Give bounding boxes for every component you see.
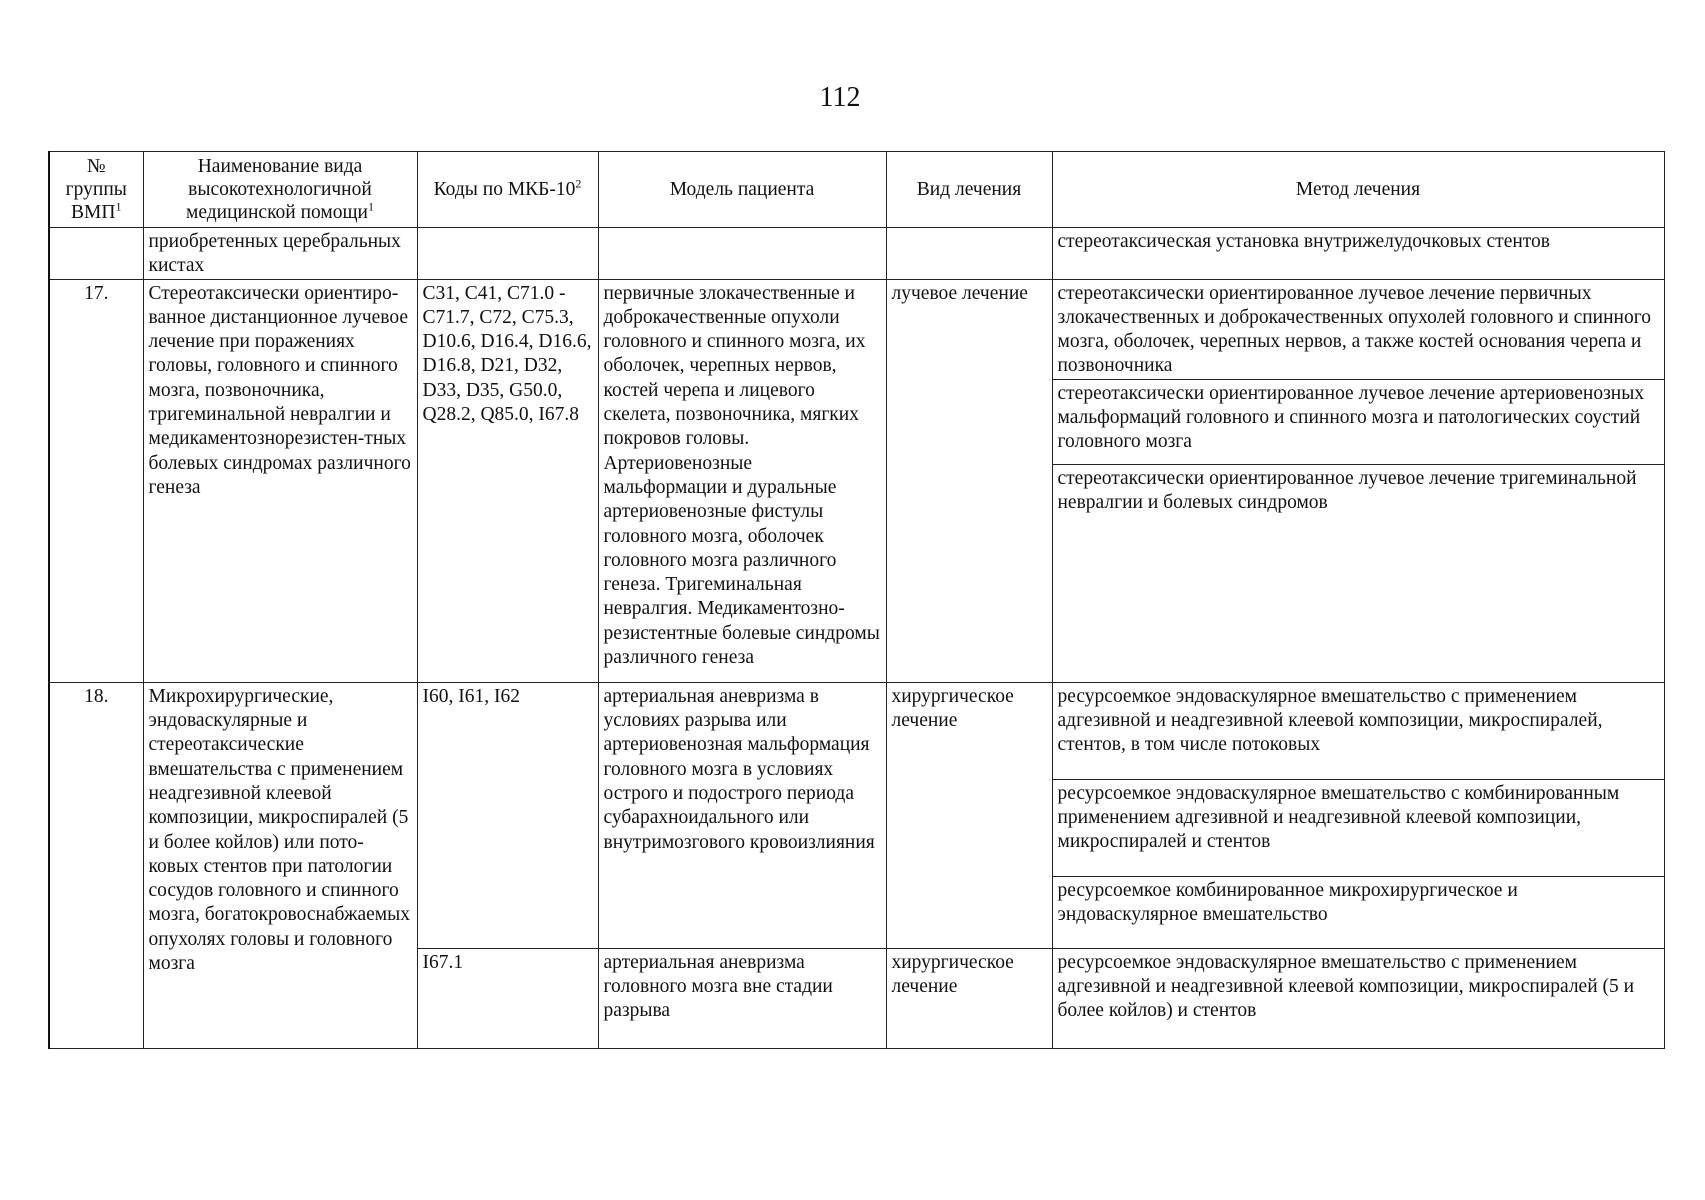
group-18-number: 18.: [49, 682, 143, 1048]
group-18-sub1-treatment-type: хирургическое лечение: [886, 682, 1052, 948]
header-treatment-type: Вид лечения: [886, 152, 1052, 228]
table-row-continuation: [49, 228, 1664, 280]
group-17-method-2: стереотаксически ориентированное лучевое лечение артериовенозных мальформаций головного и спинного мозга и патологических соустий головного мозга: [1052, 379, 1664, 464]
group-17-method-3: стереотаксически ориентированное лучевое лечение тригеминальной невралгии и болевых синдромов: [1052, 464, 1664, 682]
group-17-method-1: стереотаксически ориентированное лучевое лечение первичных злокачественных и доброкачественных опухолей головного и спинного мозга, оболочек, черепных нервов, а также костей основания черепа и позвоночника: [1052, 279, 1664, 379]
continuation-treatment-cell: [886, 228, 1052, 280]
group-17-treatment-type: лучевое лечение: [886, 279, 1052, 682]
group-17-patient-model: первичные злокачественные и доброкачественные опухоли головного и спинного мозга, их оболочек, черепных нервов, костей черепа и лицевого скелета, позвоночника, мягких покровов головы. Артериовенозные мальформации и дуральные артериовенозные фистулы головного мозга, оболочек головного мозга различного генеза. Тригеминальная невралгия. Медикаментозно-резистентные болевые синдромы различного генеза: [598, 279, 886, 682]
header-treatment-method: Метод лечения: [1052, 152, 1664, 228]
table-row-group-18: [49, 682, 1664, 779]
page-number: 112: [819, 82, 861, 113]
header-icd-codes: Коды по МКБ-$10^2$: [417, 152, 598, 228]
group-18-method-3: ресурсоемкое комбинированное микрохирургическое и эндоваскулярное вмешательство: [1052, 876, 1664, 948]
vmp-table: [48, 151, 1665, 1049]
group-18-sub2-codes: I67.1: [417, 948, 598, 1048]
group-18-sub1-patient-model: артериальная аневризма в условиях разрыва или артериовенозная мальформация головного мозга в условиях острого и подострого периода субарахноидального или внутримозгового кровоизлияния: [598, 682, 886, 948]
table-row-group-17: [49, 279, 1664, 379]
group-18-method-1: ресурсоемкое эндоваскулярное вмешательство с применением адгезивной и неадгезивной клеевой композиции, микроспиралей, стентов, в том числе потоковых: [1052, 682, 1664, 779]
group-18-sub2-treatment-type: хирургическое лечение: [886, 948, 1052, 1048]
header-patient-model: Модель пациента: [598, 152, 886, 228]
header-care-type: Наименование вида высокотехнологичной медицинской помощи$^1$: [143, 152, 417, 228]
group-18-sub1-codes: I60, I61, I62: [417, 682, 598, 948]
continuation-codes-cell: [417, 228, 598, 280]
continuation-model-cell: [598, 228, 886, 280]
group-18-method-2: ресурсоемкое эндоваскулярное вмешательство с комбинированным применением адгезивной и неадгезивной клеевой композиции, микроспиралей и стентов: [1052, 779, 1664, 876]
continuation-number-cell: [49, 228, 143, 280]
group-17-name: Стереотаксически ориентиро-ванное дистанционное лучевое лечение при поражениях головы, головного и спинного мозга, позвоночника, тригеминальной невралгии и медикаментознорезистен-тных болевых синдромах различного генеза: [143, 279, 417, 682]
group-18-sub2-patient-model: артериальная аневризма головного мозга вне стадии разрыва: [598, 948, 886, 1048]
group-17-number: 17.: [49, 279, 143, 682]
header-group-number: № группы ВМП$^1$: [49, 152, 143, 228]
table-header-row: [49, 152, 1664, 228]
group-18-name: Микрохирургические, эндоваскулярные и стереотаксические вмешательства с применением неадгезивной клеевой композиции, микроспиралей (5 и более койлов) или пото-ковых стентов при патологии сосудов головного и спинного мозга, богатокровоснабжаемых опухолях головы и головного мозга: [143, 682, 417, 1048]
continuation-method-cell: стереотаксическая установка внутрижелудочковых стентов: [1052, 228, 1664, 280]
group-18-sub2-method: ресурсоемкое эндоваскулярное вмешательство с применением адгезивной и неадгезивной клеевой композиции, микроспиралей (5 и более койлов) и стентов: [1052, 948, 1664, 1048]
group-17-codes: C31, C41, C71.0 - C71.7, C72, C75.3, D10.6, D16.4, D16.6, D16.8, D21, D32, D33, D35, G50.0, Q28.2, Q85.0, I67.8: [417, 279, 598, 682]
continuation-name-cell: приобретенных церебральных кистах: [143, 228, 417, 280]
